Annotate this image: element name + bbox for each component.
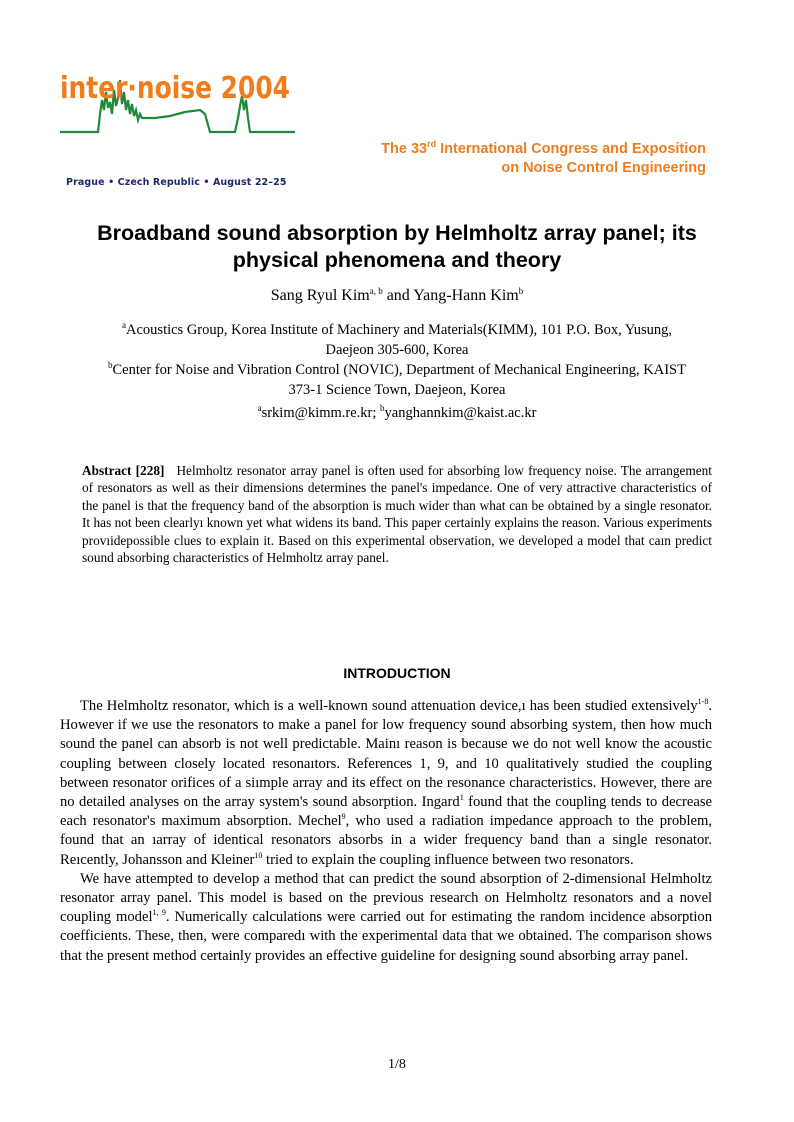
wordmark-text: inter·noise 2004 — [60, 71, 290, 106]
author-line: Sang Ryul Kim$^{a, b}$ and Yang-Hann Kim$^b$ — [270, 286, 524, 304]
abstract-label: Abstract [228] — [82, 463, 165, 478]
paragraph-1: The Helmholtz resonator, which is a well-known sound attenuation device,ı has been studied extensively$^{1-8}$. However if we use the resonators to make a panel for low frequency sound absorbing system, then how much sound the panel can absorb is not well predictable. Mainı reason is because we do not well know the acoustic coupling between closely located resonaıtors. References 1, 9, and 10 qualitatively studied the coupling between resonator orifices of a siımple array and its effect on the resonance characteristics. However, there are no detailed analyses on the array system's sound absorption. Ingard$^1$ found that the coupling tends to decrease each resonator's maximum absorption. Mechel$^9$, who used a radiation impedance approach to the problem, found that an ıarray of identical resonators absorbs in a wider frequency band than a single resonator. Reıcently, Johansson and Kleiner$^{10}$ tried to explain the coupling influence between two resonators. — [60, 697, 713, 868]
congress-header — [381, 140, 706, 178]
introduction-body — [60, 697, 712, 966]
abstract-text: Helmholtz resonator array panel is often used for absorbing low frequency noise. The arrangement of resonators as well as their dimensions determines the panel's impedance. One of very attractive characteristics of the panel is that the frequency band of the absorption is much wider than what can be obtained by a single resonator. It has not been clearlyı known yet what widens its band. This paper certainly explains the reason. Various experiments provıidepossible clues to explain it. Based on this experimental observation, we developed a model that caın predict sound absorbing characteristics of Helmholtz array panel. — [82, 463, 712, 566]
email-line: $^a$srkim@kimm.re.kr; $^b$yanghannkim@kaist.ac.kr — [257, 403, 537, 421]
affiliation-a: $^a$Acoustics Group, Korea Institute of Machinery and Materials(KIMM), 101 P.O. Box, Yusung, — [122, 320, 672, 338]
affiliation-b: $^b$Center for Noise and Vibration Control (NOVIC), Department of Mechanical Engineering, KAIST — [108, 360, 686, 378]
paragraph-2: We have attempted to develop a method that can predict the sound absorption of 2-dimensional Helmholtz resonator array panel. This model is based on the previous research on Helmholtz resonators and a novel coupling model$^{1, 9}$. Numerically calculations were carried out for estimating the random incidence absorption coefficients. These, then, were comparedı with the experimental data that we obtained. The comparison shows that the present method certainly provides an effective guideline for designing sound absorbing array panel. — [60, 870, 713, 964]
inter-noise-wordmark — [60, 70, 292, 104]
section-heading: INTRODUCTION — [343, 665, 451, 681]
logo-subline: Prague • Czech Republic • August 22–25 — [66, 177, 287, 188]
conference-logo — [60, 70, 295, 192]
paper-title: Broadband sound absorption by Helmholtz array panel; its physical phenomena and theory — [97, 221, 697, 272]
affiliations: $^a$Acoustics Group, Korea Institute of Machinery and Materials(KIMM), 101 P.O. Box, Yusung, Daejeon 305-600, Korea $^b$Center for Noise and Vibration Control (NOVIC), Department of Mechanical Engineering, KAIST 373-1 Science Town, Daejeon, Korea — [40, 320, 754, 400]
page-number: 1/8 — [388, 1057, 406, 1072]
congress-line-2: on Noise Control Engineering — [501, 160, 706, 176]
congress-line-1: The 33rd International Congress and Exposition — [381, 139, 706, 157]
abstract — [82, 462, 712, 566]
